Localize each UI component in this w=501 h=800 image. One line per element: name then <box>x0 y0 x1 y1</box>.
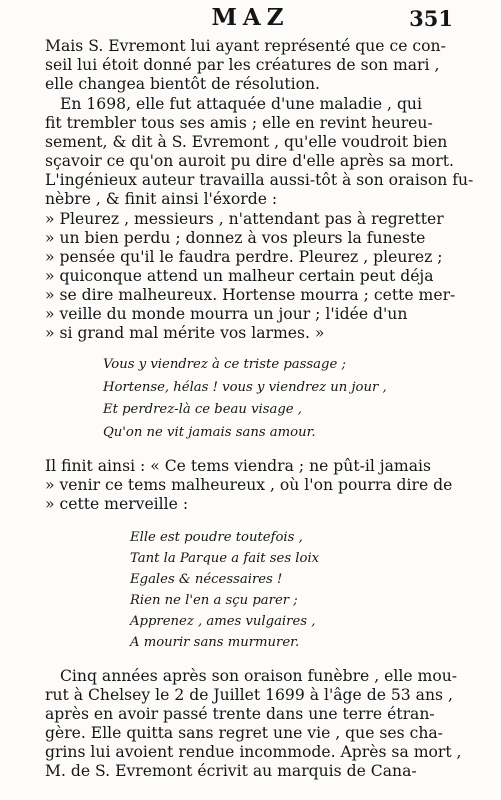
paragraph-line: M. de S. Evremont écrivit au marquis de Cana- <box>45 762 417 780</box>
paragraph-line: L'ingénieux auteur travailla aussi-tôt à son oraison fu- <box>45 171 474 189</box>
quote-line: » quiconque attend un malheur certain peut déja <box>45 267 434 285</box>
verse-line: Elle est poudre toutefois , <box>130 530 303 545</box>
paragraph-line: gère. Elle quitta sans regret une vie , que ses cha- <box>45 724 443 742</box>
quote-line: » pensée qu'il le faudra perdre. Pleurez , pleurez ; <box>45 248 443 266</box>
paragraph-line: elle changea bientôt de résolution. <box>45 75 320 93</box>
verse-line: Egales & nécessaires ! <box>130 572 283 587</box>
paragraph-line: nèbre , & finit ainsi l'éxorde : <box>45 190 278 208</box>
paragraph-line: Mais S. Evremont lui ayant représenté que ce con- <box>45 37 446 55</box>
running-title: MAZ <box>211 4 290 31</box>
quote-line: » veille du monde mourra un jour ; l'idée d'un <box>45 305 408 323</box>
verse-line: Apprenez , ames vulgaires , <box>130 614 316 629</box>
paragraph-line: Cinq années après son oraison funèbre , elle mou- <box>60 667 458 685</box>
quote-line: » Pleurez , messieurs , n'attendant pas à regretter <box>45 210 444 228</box>
paragraph-line: » venir ce tems malheureux , où l'on pourra dire de <box>45 476 453 494</box>
verse-line: Vous y viendrez à ce triste passage ; <box>103 357 346 372</box>
page-number: 351 <box>409 6 453 31</box>
quote-line: » un bien perdu ; donnez à vos pleurs la funeste <box>45 229 426 247</box>
paragraph-line: fit trembler tous ses amis ; elle en revint heureu- <box>45 114 433 132</box>
paragraph-line: après en avoir passé trente dans une terre étran- <box>45 705 435 723</box>
paragraph-line: En 1698, elle fut attaquée d'une maladie , qui <box>60 95 422 113</box>
paragraph-line: Il finit ainsi : « Ce tems viendra ; ne pût-il jamais <box>45 457 431 475</box>
running-header <box>0 4 501 34</box>
verse-line: Et perdrez-là ce beau visage , <box>103 402 302 417</box>
verse-line: Tant la Parque a fait ses loix <box>130 551 320 566</box>
paragraph-line: » cette merveille : <box>45 495 189 513</box>
paragraph-line: sement, & dit à S. Evremont , qu'elle voudroit bien <box>45 133 448 151</box>
verse-line: Hortense, hélas ! vous y viendrez un jour , <box>103 380 387 395</box>
paragraph-line: grins lui avoient rendue incommode. Après sa mort , <box>45 743 462 761</box>
verse-line: Qu'on ne vit jamais sans amour. <box>103 425 316 440</box>
verse-line: A mourir sans murmurer. <box>130 635 300 650</box>
paragraph-line: seil lui étoit donné par les créatures de son mari , <box>45 56 440 74</box>
paragraph-line: rut à Chelsey le 2 de Juillet 1699 à l'âge de 53 ans , <box>45 686 453 704</box>
quote-line: » se dire malheureux. Hortense mourra ; cette mer- <box>45 286 456 304</box>
verse-line: Rien ne l'en a sçu parer ; <box>130 593 298 608</box>
quote-line: » si grand mal mérite vos larmes. » <box>45 324 325 342</box>
paragraph-line: sçavoir ce qu'on auroit pu dire d'elle après sa mort. <box>45 152 454 170</box>
